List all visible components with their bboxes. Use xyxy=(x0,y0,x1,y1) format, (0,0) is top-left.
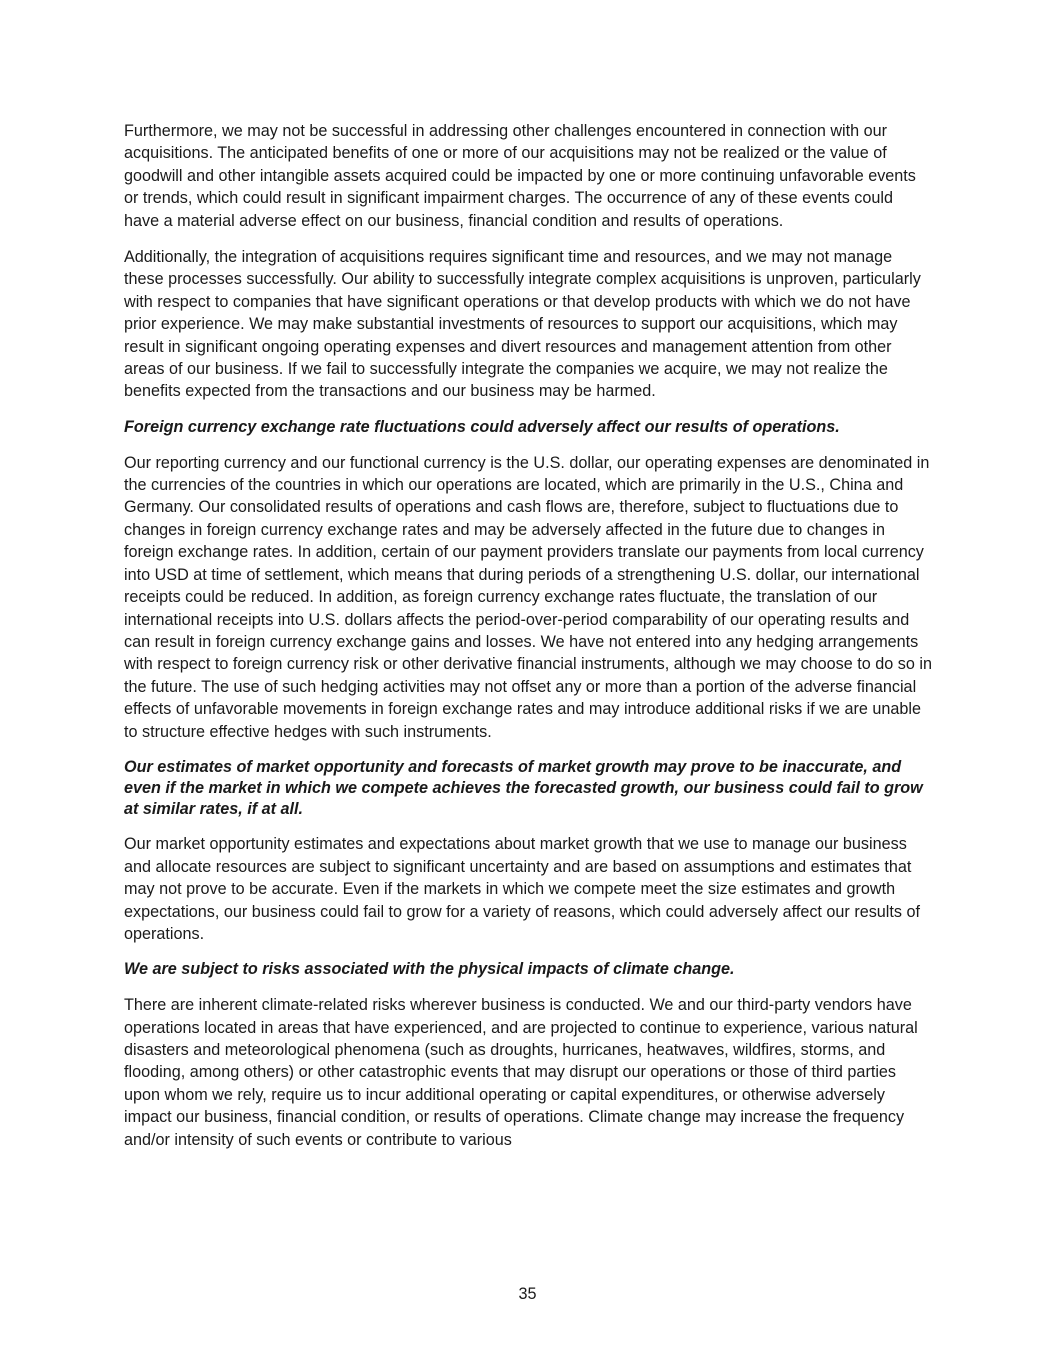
document-body xyxy=(124,120,932,1165)
paragraph-acquisition-challenges: Furthermore, we may not be successful in addressing other challenges encountered in connection with our acquisitions. The anticipated benefits of one or more of our acquisitions may not be realized or the value of goodwill and other intangible assets acquired could be impacted by one or more continuing unfavorable events or trends, which could result in significant impairment charges. The occurrence of any of these events could have a material adverse effect on our business, financial condition and results of operations. xyxy=(124,122,916,230)
paragraph-acquisition-integration: Additionally, the integration of acquisitions requires significant time and resources, and we may not manage these processes successfully. Our ability to successfully integrate complex acquisitions is unproven, particularly with respect to companies that have significant operations or that develop products with which we do not have prior experience. We may make substantial investments of resources to support our acquisitions, which may result in significant ongoing operating expenses and divert resources and management attention from other areas of our business. If we fail to successfully integrate the companies we acquire, we may not realize the benefits expected from the transactions and our business may be harmed. xyxy=(124,248,921,401)
heading-foreign-currency: Foreign currency exchange rate fluctuations could adversely affect our results of operations. xyxy=(124,417,840,436)
heading-climate-change: We are subject to risks associated with the physical impacts of climate change. xyxy=(124,960,735,979)
paragraph-climate-change: There are inherent climate-related risks wherever business is conducted. We and our third-party vendors have operations located in areas that have experienced, and are projected to continue to experience, various natural disasters and meteorological phenomena (such as droughts, hurricanes, heatwaves, wildfires, storms, and flooding, among others) or other catastrophic events that may disrupt our operations or those of third parties upon whom we rely, require us to incur additional operating or capital expenditures, or otherwise adversely impact our business, financial condition, or results of operations. Climate change may increase the frequency and/or intensity of such events or contribute to various xyxy=(124,996,918,1149)
heading-market-opportunity: Our estimates of market opportunity and forecasts of market growth may prove to be inaccurate, and even if the market in which we compete achieves the forecasted growth, our business could fail to grow at similar rates, if at all. xyxy=(124,757,923,818)
paragraph-foreign-currency: Our reporting currency and our functional currency is the U.S. dollar, our operating expenses are denominated in the currencies of the countries in which our operations are located, which are primarily in the U.S., China and Germany. Our consolidated results of operations and cash flows are, therefore, subject to fluctuations due to changes in foreign currency exchange rates and may be adversely affected in the future due to changes in foreign exchange rates. In addition, certain of our payment providers translate our payments from local currency into USD at time of settlement, which means that during periods of a strengthening U.S. dollar, our international receipts could be reduced. In addition, as foreign currency exchange rates fluctuate, the translation of our international receipts into U.S. dollars affects the period-over-period comparability of our operating results and can result in foreign currency exchange gains and losses. We have not entered into any hedging arrangements with respect to foreign currency risk or other derivative financial instruments, although we may choose to do so in the future. The use of such hedging activities may not offset any or more than a portion of the adverse financial effects of unfavorable movements in foreign exchange rates and may introduce additional risks if we are unable to structure effective hedges with such instruments. xyxy=(124,453,932,741)
paragraph-market-opportunity: Our market opportunity estimates and expectations about market growth that we use to manage our business and allocate resources are subject to significant uncertainty and are based on assumptions and estimates that may not prove to be accurate. Even if the markets in which we compete meet the size estimates and growth expectations, our business could fail to grow for a variety of reasons, which could adversely affect our results of operations. xyxy=(124,835,920,943)
page-number: 35 xyxy=(518,1285,537,1303)
